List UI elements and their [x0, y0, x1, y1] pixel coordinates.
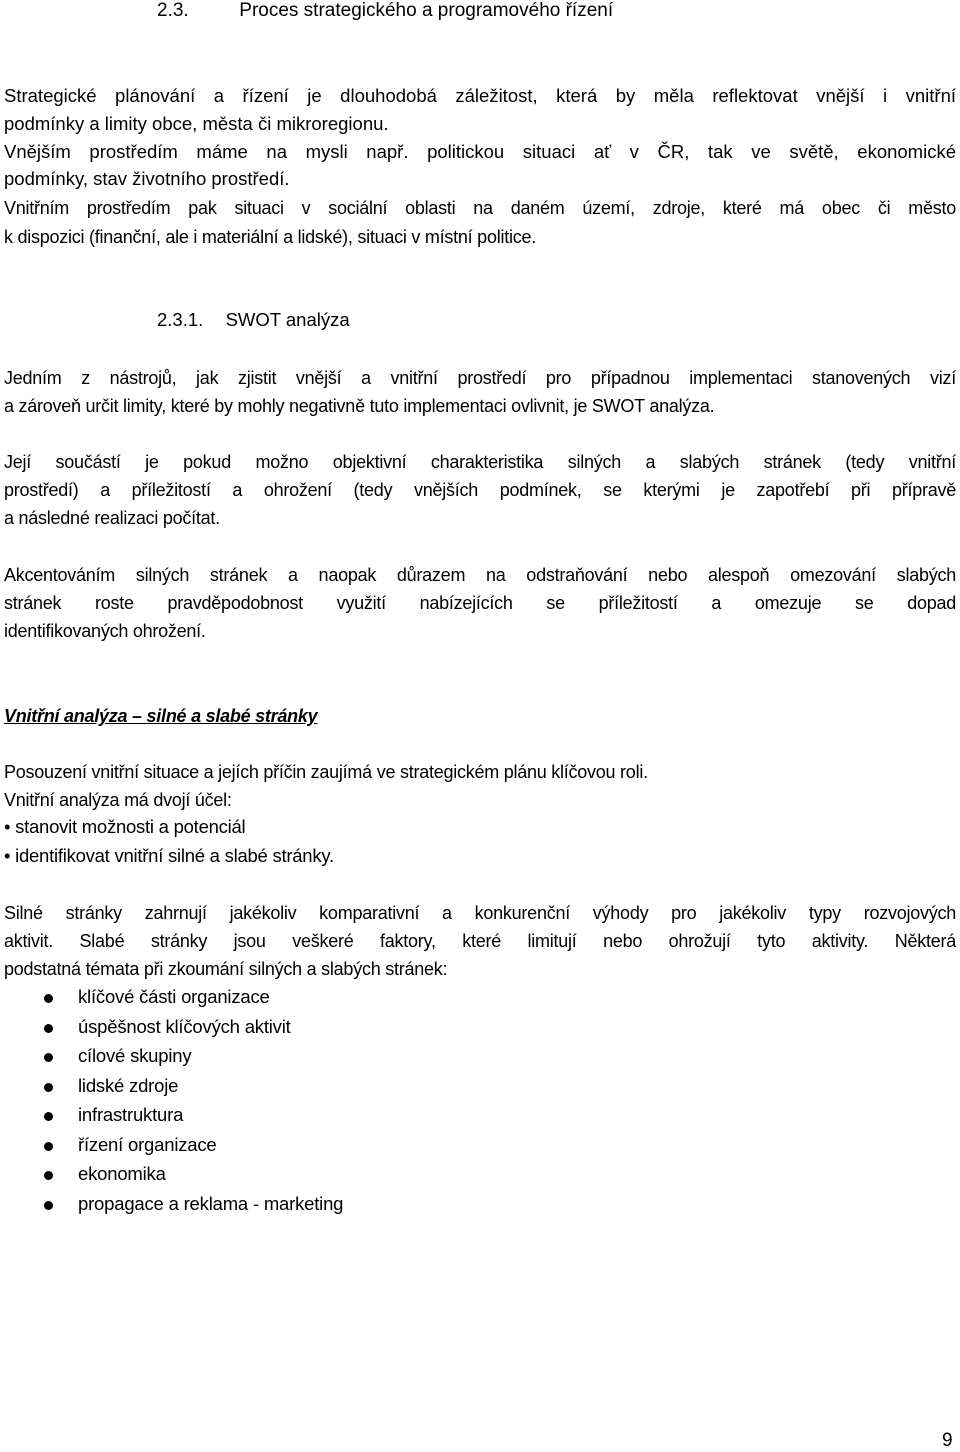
- paragraph-line: aktivit. Slabé stránky jsou veškeré faktory, které limitují nebo ohrožují tyto aktivity. Některá: [4, 931, 956, 951]
- paragraph-line: prostředí) a příležitostí a ohrožení (tedy vnějších podmínek, se kterými je zapotřebí při přípravě: [4, 480, 956, 500]
- purpose-item: • stanovit možnosti a potenciál: [4, 816, 246, 837]
- list-item: infrastruktura: [78, 1104, 184, 1125]
- section-title: Proces strategického a programového řízení: [239, 0, 614, 21]
- intro-line: Vnitřním prostředím pak situaci v sociální oblasti na daném území, zdroje, které má obec či město: [4, 198, 956, 218]
- paragraph-line: stránek roste pravděpodobnost využití nabízejících se příležitostí a omezuje se dopad: [4, 593, 956, 613]
- paragraph-line: identifikovaných ohrožení.: [4, 621, 206, 641]
- bullet-dot: [44, 1142, 53, 1151]
- bullet-dot: [44, 1201, 53, 1210]
- list-item: lidské zdroje: [78, 1075, 179, 1096]
- bullet-dot: [44, 1053, 53, 1062]
- list-item: řízení organizace: [78, 1134, 217, 1155]
- intro-line: Strategické plánování a řízení je dlouhodobá záležitost, která by měla reflektovat vnější i vnitřní: [4, 85, 956, 106]
- paragraph-line: a následné realizaci počítat.: [4, 508, 220, 528]
- list-item: propagace a reklama - marketing: [78, 1193, 344, 1214]
- subsection-number: 2.3.1.: [157, 309, 204, 330]
- paragraph-line: Jedním z nástrojů, jak zjistit vnější a vnitřní prostředí pro případnou implementaci stanovených vizí: [4, 368, 956, 388]
- section-heading: [157, 0, 613, 22]
- page-number: 9: [942, 1430, 953, 1451]
- paragraph-line: Akcentováním silných stránek a naopak důrazem na odstraňování nebo alespoň omezování slabých: [4, 565, 956, 585]
- list-item: cílové skupiny: [78, 1045, 192, 1066]
- paragraph-line: Silné stránky zahrnují jakékoliv komparativní a konkurenční výhody pro jakékoliv typy rozvojových: [4, 903, 956, 923]
- bullet-dot: [44, 1112, 53, 1121]
- intro-line: Vnějším prostředím máme na mysli např. politickou situaci ať v ČR, tak ve světě, ekonomické: [4, 141, 956, 162]
- intro-line: podmínky a limity obce, města či mikroregionu.: [4, 113, 389, 134]
- subsection-title: SWOT analýza: [225, 309, 350, 330]
- bullet-dot: [44, 994, 53, 1003]
- paragraph-line: Posouzení vnitřní situace a jejích příčin zaujímá ve strategickém plánu klíčovou roli.: [4, 762, 648, 782]
- paragraph-line: podstatná témata při zkoumání silných a slabých stránek:: [4, 959, 448, 979]
- internal-analysis-heading: Vnitřní analýza – silné a slabé stránky: [4, 706, 318, 726]
- bullet-dot: [44, 1171, 53, 1180]
- paragraph-line: Její součástí je pokud možno objektivní charakteristika silných a slabých stránek (tedy vnitřní: [4, 452, 956, 472]
- subsection-heading: [157, 309, 350, 331]
- list-item: klíčové části organizace: [78, 986, 270, 1007]
- list-item: ekonomika: [78, 1163, 166, 1184]
- list-item: úspěšnost klíčových aktivit: [78, 1016, 291, 1037]
- purpose-item: • identifikovat vnitřní silné a slabé stránky.: [4, 845, 334, 866]
- bullet-dot: [44, 1024, 53, 1033]
- intro-line: k dispozici (finanční, ale i materiální a lidské), situaci v místní politice.: [4, 227, 536, 247]
- bullet-dot: [44, 1083, 53, 1092]
- intro-line: podmínky, stav životního prostředí.: [4, 168, 290, 189]
- paragraph-line: a zároveň určit limity, které by mohly negativně tuto implementaci ovlivnit, je SWOT analýza.: [4, 396, 715, 416]
- section-number: 2.3.: [157, 0, 189, 21]
- paragraph-line: Vnitřní analýza má dvojí účel:: [4, 790, 232, 810]
